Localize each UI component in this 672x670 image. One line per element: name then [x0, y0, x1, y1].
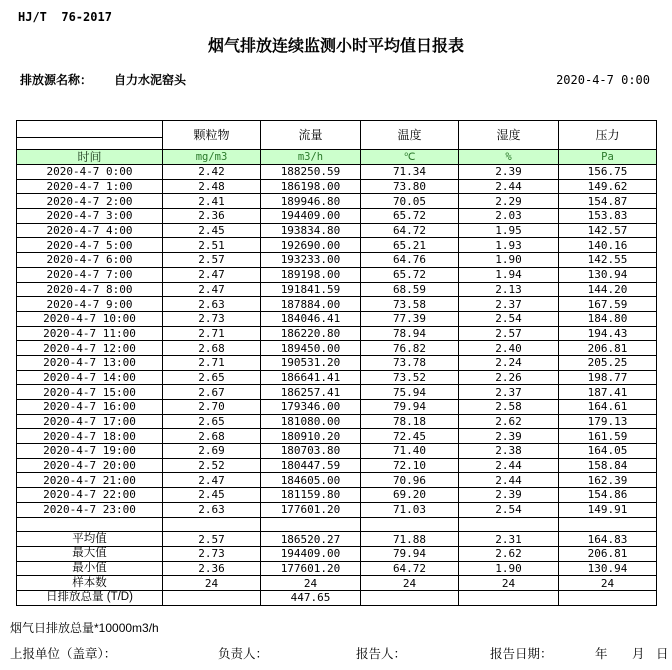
data-row — [17, 488, 657, 503]
spacer-cell — [163, 517, 261, 532]
pressure-cell: 154.86 — [559, 488, 657, 503]
humidity-cell: 2.58 — [459, 400, 559, 415]
temperature-cell: 71.34 — [361, 165, 459, 180]
day-label: 日 — [656, 647, 669, 661]
pressure-cell: 179.13 — [559, 414, 657, 429]
source-name-value: 自力水泥窑头 — [114, 73, 187, 87]
humidity-cell: 2.03 — [459, 209, 559, 224]
temperature-cell: 75.94 — [361, 385, 459, 400]
particulate-cell: 2.47 — [163, 473, 261, 488]
temperature-cell: 65.72 — [361, 267, 459, 282]
summary-humidity-cell: 1.90 — [459, 561, 559, 576]
temperature-cell: 70.05 — [361, 194, 459, 209]
flow-cell: 181159.80 — [261, 488, 361, 503]
temperature-cell: 71.03 — [361, 502, 459, 517]
pressure-cell: 158.84 — [559, 458, 657, 473]
flow-cell: 186220.80 — [261, 326, 361, 341]
unit-pressure: Pa — [559, 150, 657, 165]
time-cell: 2020-4-7 0:00 — [17, 165, 163, 180]
responsible-person-label: 负责人： — [218, 647, 269, 661]
flow-cell: 187884.00 — [261, 297, 361, 312]
particulate-cell: 2.68 — [163, 341, 261, 356]
time-cell: 2020-4-7 9:00 — [17, 297, 163, 312]
summary-temperature-cell: 79.94 — [361, 546, 459, 561]
data-row — [17, 267, 657, 282]
spacer-cell — [361, 517, 459, 532]
flow-cell: 189946.80 — [261, 194, 361, 209]
data-row — [17, 209, 657, 224]
data-row — [17, 458, 657, 473]
flow-cell: 181080.00 — [261, 414, 361, 429]
data-row — [17, 429, 657, 444]
data-row — [17, 400, 657, 415]
time-cell: 2020-4-7 4:00 — [17, 223, 163, 238]
data-row — [17, 282, 657, 297]
data-row — [17, 223, 657, 238]
humidity-cell: 2.54 — [459, 502, 559, 517]
spacer-cell — [459, 517, 559, 532]
particulate-cell: 2.48 — [163, 179, 261, 194]
summary-particulate-cell — [163, 590, 261, 605]
data-row — [17, 414, 657, 429]
temperature-cell: 76.82 — [361, 341, 459, 356]
data-row — [17, 370, 657, 385]
month-label: 月 — [632, 647, 645, 661]
pressure-cell: 130.94 — [559, 267, 657, 282]
humidity-cell: 1.94 — [459, 267, 559, 282]
spacer-cell — [559, 517, 657, 532]
temperature-cell: 64.76 — [361, 253, 459, 268]
data-row — [17, 473, 657, 488]
summary-particulate-cell: 2.73 — [163, 546, 261, 561]
particulate-cell: 2.36 — [163, 209, 261, 224]
summary-pressure-cell: 130.94 — [559, 561, 657, 576]
humidity-cell: 2.44 — [459, 473, 559, 488]
summary-label: 平均值 — [17, 532, 163, 547]
time-cell: 2020-4-7 17:00 — [17, 414, 163, 429]
header-row-top — [17, 121, 657, 138]
summary-pressure-cell — [559, 590, 657, 605]
flow-cell: 193834.80 — [261, 223, 361, 238]
particulate-cell: 2.52 — [163, 458, 261, 473]
pressure-cell: 149.62 — [559, 179, 657, 194]
particulate-cell: 2.63 — [163, 297, 261, 312]
time-cell: 2020-4-7 6:00 — [17, 253, 163, 268]
particulate-cell: 2.71 — [163, 355, 261, 370]
humidity-cell: 1.90 — [459, 253, 559, 268]
summary-label: 最大值 — [17, 546, 163, 561]
page-title: 烟气排放连续监测小时平均值日报表 — [207, 38, 464, 55]
standard-code: HJ/T 76-2017 — [18, 10, 112, 24]
humidity-cell: 2.40 — [459, 341, 559, 356]
data-row — [17, 341, 657, 356]
data-row — [17, 297, 657, 312]
pressure-cell: 184.80 — [559, 311, 657, 326]
pressure-cell: 149.91 — [559, 502, 657, 517]
flow-cell: 180703.80 — [261, 444, 361, 459]
humidity-cell: 2.57 — [459, 326, 559, 341]
summary-humidity-cell — [459, 590, 559, 605]
source-name-label: 排放源名称： — [20, 73, 93, 87]
humidity-cell: 2.29 — [459, 194, 559, 209]
flow-cell: 180910.20 — [261, 429, 361, 444]
temperature-cell: 78.94 — [361, 326, 459, 341]
humidity-cell: 2.38 — [459, 444, 559, 459]
pressure-cell: 153.83 — [559, 209, 657, 224]
pressure-cell: 154.87 — [559, 194, 657, 209]
header-blank-cell-top — [17, 121, 163, 138]
time-cell: 2020-4-7 10:00 — [17, 311, 163, 326]
summary-particulate-cell: 24 — [163, 576, 261, 591]
temperature-cell: 73.80 — [361, 179, 459, 194]
particulate-cell: 2.42 — [163, 165, 261, 180]
source-name-group — [20, 71, 186, 88]
summary-humidity-cell: 2.31 — [459, 532, 559, 547]
pressure-cell: 156.75 — [559, 165, 657, 180]
time-cell: 2020-4-7 1:00 — [17, 179, 163, 194]
time-cell: 2020-4-7 20:00 — [17, 458, 163, 473]
summary-row — [17, 576, 657, 591]
summary-temperature-cell: 64.72 — [361, 561, 459, 576]
summary-temperature-cell: 24 — [361, 576, 459, 591]
summary-temperature-cell: 71.88 — [361, 532, 459, 547]
flow-cell: 189198.00 — [261, 267, 361, 282]
pressure-cell: 142.57 — [559, 223, 657, 238]
temperature-cell: 73.58 — [361, 297, 459, 312]
summary-humidity-cell: 2.62 — [459, 546, 559, 561]
particulate-cell: 2.63 — [163, 502, 261, 517]
time-cell: 2020-4-7 15:00 — [17, 385, 163, 400]
flow-cell: 190531.20 — [261, 355, 361, 370]
temperature-cell: 65.72 — [361, 209, 459, 224]
summary-flow-cell: 24 — [261, 576, 361, 591]
source-row — [20, 71, 650, 88]
pressure-cell: 194.43 — [559, 326, 657, 341]
summary-temperature-cell — [361, 590, 459, 605]
summary-row — [17, 546, 657, 561]
summary-flow-cell: 194409.00 — [261, 546, 361, 561]
particulate-cell: 2.47 — [163, 282, 261, 297]
column-header-humidity: 湿度 — [459, 121, 559, 150]
time-cell: 2020-4-7 12:00 — [17, 341, 163, 356]
summary-flow-cell: 186520.27 — [261, 532, 361, 547]
time-cell: 2020-4-7 14:00 — [17, 370, 163, 385]
data-row — [17, 355, 657, 370]
flow-cell: 184046.41 — [261, 311, 361, 326]
humidity-cell: 2.39 — [459, 165, 559, 180]
pressure-cell: 162.39 — [559, 473, 657, 488]
unit-humidity: % — [459, 150, 559, 165]
temperature-cell: 72.10 — [361, 458, 459, 473]
summary-label: 样本数 — [17, 576, 163, 591]
flow-cell: 192690.00 — [261, 238, 361, 253]
particulate-cell: 2.70 — [163, 400, 261, 415]
pressure-cell: 167.59 — [559, 297, 657, 312]
temperature-cell: 77.39 — [361, 311, 459, 326]
humidity-cell: 1.95 — [459, 223, 559, 238]
column-header-pressure: 压力 — [559, 121, 657, 150]
time-cell: 2020-4-7 21:00 — [17, 473, 163, 488]
time-cell: 2020-4-7 11:00 — [17, 326, 163, 341]
flow-cell: 179346.00 — [261, 400, 361, 415]
flow-cell: 194409.00 — [261, 209, 361, 224]
temperature-cell: 72.45 — [361, 429, 459, 444]
summary-particulate-cell: 2.36 — [163, 561, 261, 576]
particulate-cell: 2.45 — [163, 488, 261, 503]
particulate-cell: 2.65 — [163, 414, 261, 429]
summary-pressure-cell: 164.83 — [559, 532, 657, 547]
pressure-cell: 206.81 — [559, 341, 657, 356]
time-cell: 2020-4-7 2:00 — [17, 194, 163, 209]
column-header-particulate: 颗粒物 — [163, 121, 261, 150]
summary-label: 最小值 — [17, 561, 163, 576]
header-blank-cell-bottom — [17, 138, 163, 150]
data-row — [17, 194, 657, 209]
time-cell: 2020-4-7 22:00 — [17, 488, 163, 503]
humidity-cell: 2.37 — [459, 385, 559, 400]
data-row — [17, 311, 657, 326]
temperature-cell: 73.78 — [361, 355, 459, 370]
time-cell: 2020-4-7 16:00 — [17, 400, 163, 415]
summary-flow-cell: 447.65 — [261, 590, 361, 605]
pressure-cell: 164.61 — [559, 400, 657, 415]
flow-cell: 186198.00 — [261, 179, 361, 194]
summary-humidity-cell: 24 — [459, 576, 559, 591]
temperature-cell: 78.18 — [361, 414, 459, 429]
pressure-cell: 187.41 — [559, 385, 657, 400]
time-header: 时间 — [17, 150, 163, 165]
temperature-cell: 69.20 — [361, 488, 459, 503]
particulate-cell: 2.69 — [163, 444, 261, 459]
summary-row — [17, 590, 657, 605]
data-row — [17, 326, 657, 341]
temperature-cell: 68.59 — [361, 282, 459, 297]
report-date-label: 报告日期： — [490, 647, 553, 661]
data-row — [17, 502, 657, 517]
temperature-cell: 79.94 — [361, 400, 459, 415]
pressure-cell: 140.16 — [559, 238, 657, 253]
pressure-cell: 142.55 — [559, 253, 657, 268]
summary-pressure-cell: 24 — [559, 576, 657, 591]
column-header-flow: 流量 — [261, 121, 361, 150]
data-row — [17, 165, 657, 180]
data-row — [17, 385, 657, 400]
pressure-cell: 198.77 — [559, 370, 657, 385]
particulate-cell: 2.68 — [163, 429, 261, 444]
pressure-cell: 144.20 — [559, 282, 657, 297]
particulate-cell: 2.51 — [163, 238, 261, 253]
summary-particulate-cell: 2.57 — [163, 532, 261, 547]
pressure-cell: 161.59 — [559, 429, 657, 444]
year-label: 年 — [595, 647, 608, 661]
flow-cell: 180447.59 — [261, 458, 361, 473]
humidity-cell: 2.62 — [459, 414, 559, 429]
flow-cell: 193233.00 — [261, 253, 361, 268]
time-cell: 2020-4-7 7:00 — [17, 267, 163, 282]
column-header-temperature: 温度 — [361, 121, 459, 150]
signature-row — [0, 644, 672, 660]
reporter-label: 报告人： — [356, 647, 407, 661]
spacer-cell — [261, 517, 361, 532]
time-cell: 2020-4-7 8:00 — [17, 282, 163, 297]
summary-label: 日排放总量 (T/D) — [17, 590, 163, 605]
time-cell: 2020-4-7 23:00 — [17, 502, 163, 517]
units-row — [17, 150, 657, 165]
flow-cell: 177601.20 — [261, 502, 361, 517]
unit-particulate: mg/m3 — [163, 150, 261, 165]
flow-cell: 186641.41 — [261, 370, 361, 385]
flow-cell: 188250.59 — [261, 165, 361, 180]
flow-cell: 189450.00 — [261, 341, 361, 356]
particulate-cell: 2.65 — [163, 370, 261, 385]
humidity-cell: 2.44 — [459, 179, 559, 194]
time-cell: 2020-4-7 13:00 — [17, 355, 163, 370]
particulate-cell: 2.41 — [163, 194, 261, 209]
summary-row — [17, 532, 657, 547]
particulate-cell: 2.71 — [163, 326, 261, 341]
humidity-cell: 2.24 — [459, 355, 559, 370]
particulate-cell: 2.47 — [163, 267, 261, 282]
particulate-cell: 2.45 — [163, 223, 261, 238]
particulate-cell: 2.67 — [163, 385, 261, 400]
humidity-cell: 2.39 — [459, 488, 559, 503]
data-row — [17, 179, 657, 194]
daily-total-note: 烟气日排放总量*10000m3/h — [10, 620, 159, 635]
humidity-cell: 2.26 — [459, 370, 559, 385]
temperature-cell: 65.21 — [361, 238, 459, 253]
data-row — [17, 238, 657, 253]
spacer-cell — [17, 517, 163, 532]
unit-temperature: ℃ — [361, 150, 459, 165]
time-cell: 2020-4-7 5:00 — [17, 238, 163, 253]
humidity-cell: 2.44 — [459, 458, 559, 473]
humidity-cell: 2.13 — [459, 282, 559, 297]
pressure-cell: 205.25 — [559, 355, 657, 370]
humidity-cell: 1.93 — [459, 238, 559, 253]
summary-flow-cell: 177601.20 — [261, 561, 361, 576]
spacer-row — [17, 517, 657, 532]
time-cell: 2020-4-7 3:00 — [17, 209, 163, 224]
flow-cell: 184605.00 — [261, 473, 361, 488]
summary-row — [17, 561, 657, 576]
data-row — [17, 444, 657, 459]
flow-cell: 186257.41 — [261, 385, 361, 400]
data-row — [17, 253, 657, 268]
temperature-cell: 73.52 — [361, 370, 459, 385]
report-page — [0, 10, 672, 670]
flow-cell: 191841.59 — [261, 282, 361, 297]
time-cell: 2020-4-7 19:00 — [17, 444, 163, 459]
unit-flow: m3/h — [261, 150, 361, 165]
humidity-cell: 2.54 — [459, 311, 559, 326]
report-datetime: 2020-4-7 0:00 — [556, 73, 650, 87]
temperature-cell: 71.40 — [361, 444, 459, 459]
temperature-cell: 64.72 — [361, 223, 459, 238]
summary-pressure-cell: 206.81 — [559, 546, 657, 561]
particulate-cell: 2.57 — [163, 253, 261, 268]
time-cell: 2020-4-7 18:00 — [17, 429, 163, 444]
particulate-cell: 2.73 — [163, 311, 261, 326]
humidity-cell: 2.39 — [459, 429, 559, 444]
pressure-cell: 164.05 — [559, 444, 657, 459]
reporting-unit-label: 上报单位（盖章）： — [10, 647, 117, 661]
humidity-cell: 2.37 — [459, 297, 559, 312]
report-table — [16, 120, 657, 606]
temperature-cell: 70.96 — [361, 473, 459, 488]
